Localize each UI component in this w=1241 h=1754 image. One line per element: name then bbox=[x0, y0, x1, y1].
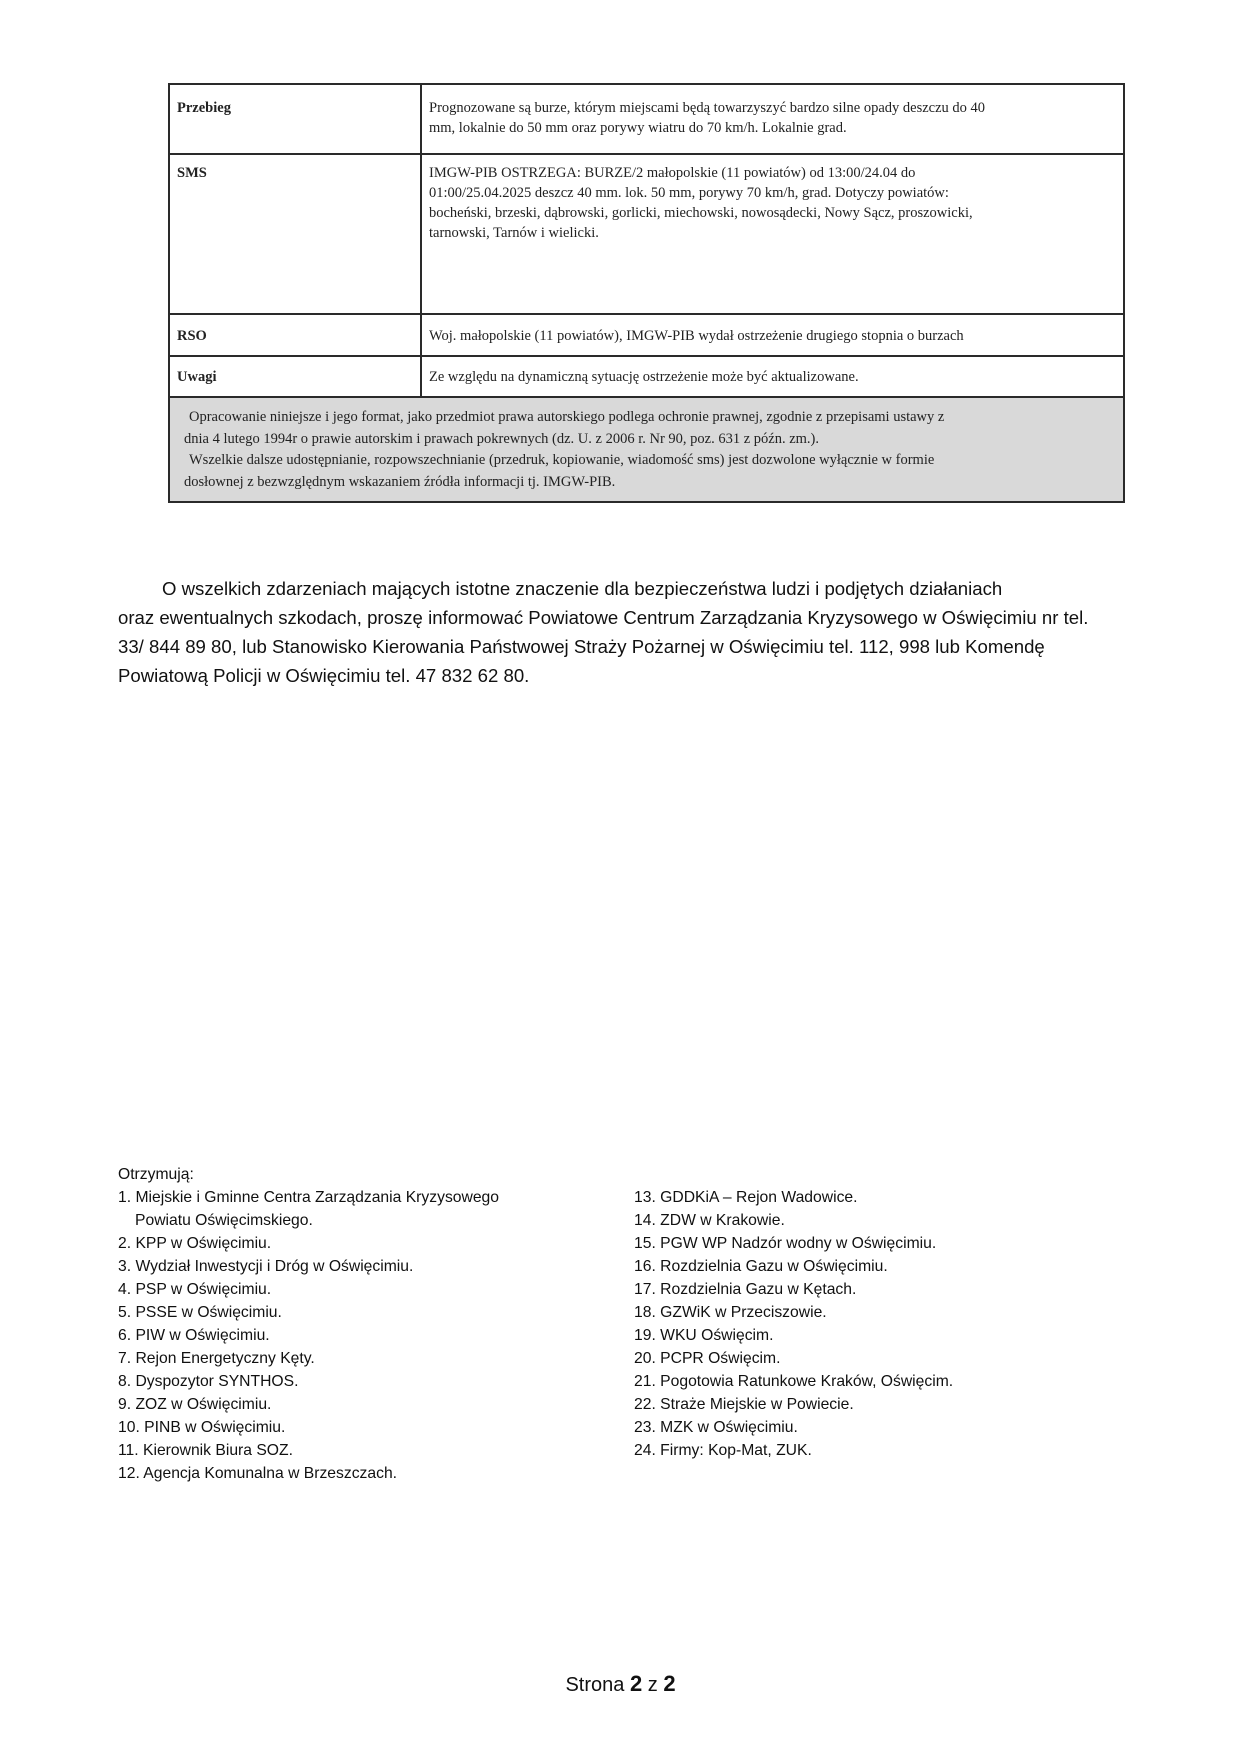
row-key: SMS bbox=[169, 154, 421, 314]
list-item: 22. Straże Miejskie w Powiecie. bbox=[634, 1396, 854, 1413]
row-value bbox=[421, 154, 1124, 314]
page-label: Strona bbox=[565, 1674, 625, 1696]
list-item: 16. Rozdzielnia Gazu w Oświęcimiu. bbox=[634, 1258, 888, 1275]
paragraph-line: 33/ 844 89 80, lub Stanowisko Kierowania Państwowej Straży Pożarnej w Oświęcimiu tel. 112, 998 lub Komendę bbox=[118, 636, 1045, 657]
warning-table bbox=[168, 83, 1125, 503]
recipients-section bbox=[118, 1163, 1118, 1485]
recipients-list-left bbox=[118, 1186, 634, 1485]
list-item: 18. GZWiK w Przeciszowie. bbox=[634, 1304, 827, 1321]
list-item: 2. KPP w Oświęcimiu. bbox=[118, 1235, 272, 1252]
recipients-list-right bbox=[634, 1186, 1084, 1485]
current-page: 2 bbox=[629, 1671, 643, 1696]
list-item: 4. PSP w Oświęcimiu. bbox=[118, 1281, 272, 1298]
recipients-columns bbox=[118, 1186, 1118, 1485]
list-item: 19. WKU Oświęcim. bbox=[634, 1327, 774, 1344]
row-value bbox=[421, 314, 1124, 356]
list-item: 9. ZOZ w Oświęcimiu. bbox=[118, 1396, 272, 1413]
value-line: tarnowski, Tarnów i wielicki. bbox=[429, 225, 599, 241]
recipients-title: Otrzymują: bbox=[118, 1166, 194, 1183]
value-line: Woj. małopolskie (11 powiatów), IMGW-PIB wydał ostrzeżenie drugiego stopnia o burzach bbox=[429, 328, 964, 344]
list-item: 23. MZK w Oświęcimiu. bbox=[634, 1419, 798, 1436]
list-item: 5. PSSE w Oświęcimiu. bbox=[118, 1304, 282, 1321]
value-line: mm, lokalnie do 50 mm oraz porywy wiatru do 70 km/h. Lokalnie grad. bbox=[429, 120, 847, 136]
list-item: 6. PIW w Oświęcimiu. bbox=[118, 1327, 270, 1344]
list-item: 8. Dyspozytor SYNTHOS. bbox=[118, 1373, 299, 1390]
value-line: 01:00/25.04.2025 deszcz 40 mm. lok. 50 mm, porywy 70 km/h, grad. Dotyczy powiatów: bbox=[429, 185, 949, 201]
value-line: Ze względu na dynamiczną sytuację ostrzeżenie może być aktualizowane. bbox=[429, 369, 859, 385]
contact-paragraph bbox=[118, 574, 1128, 690]
row-key: Przebieg bbox=[169, 84, 421, 154]
row-value bbox=[421, 356, 1124, 397]
list-item: 11. Kierownik Biura SOZ. bbox=[118, 1442, 293, 1459]
copyright-notice-row bbox=[169, 397, 1124, 502]
table-row-sms bbox=[169, 154, 1124, 314]
list-item-text: 1. Miejskie i Gminne Centra Zarządzania Kryzysowego bbox=[118, 1189, 500, 1206]
table-row-rso bbox=[169, 314, 1124, 356]
list-item: 17. Rozdzielnia Gazu w Kętach. bbox=[634, 1281, 857, 1298]
paragraph-line: O wszelkich zdarzeniach mających istotne znaczenie dla bezpieczeństwa ludzi i podjętych działaniach bbox=[162, 578, 1003, 599]
list-item bbox=[118, 1186, 634, 1232]
list-item: 3. Wydział Inwestycji i Dróg w Oświęcimiu. bbox=[118, 1258, 414, 1275]
page-separator: z bbox=[647, 1674, 658, 1696]
list-item: 10. PINB w Oświęcimiu. bbox=[118, 1419, 286, 1436]
row-key: RSO bbox=[169, 314, 421, 356]
list-item: 20. PCPR Oświęcim. bbox=[634, 1350, 781, 1367]
list-item: 15. PGW WP Nadzór wodny w Oświęcimiu. bbox=[634, 1235, 937, 1252]
list-item: 24. Firmy: Kop-Mat, ZUK. bbox=[634, 1442, 812, 1459]
copyright-notice bbox=[169, 397, 1124, 502]
table-row-uwagi bbox=[169, 356, 1124, 397]
row-key: Uwagi bbox=[169, 356, 421, 397]
notice-line: Opracowanie niniejsze i jego format, jako przedmiot prawa autorskiego podlega ochronie prawnej, zgodnie z przepisami ustawy z bbox=[189, 409, 945, 425]
notice-line: Wszelkie dalsze udostępnianie, rozpowszechnianie (przedruk, kopiowanie, wiadomość sms) jest dozwolone wyłącznie w formie bbox=[189, 452, 935, 468]
row-value bbox=[421, 84, 1124, 154]
paragraph-line: Powiatową Policji w Oświęcimiu tel. 47 832 62 80. bbox=[118, 665, 530, 686]
notice-line: dnia 4 lutego 1994r o prawie autorskim i prawach pokrewnych (dz. U. z 2006 r. Nr 90, poz. 631 z późn. zm.). bbox=[184, 430, 820, 447]
paragraph-line: oraz ewentualnych szkodach, proszę informować Powiatowe Centrum Zarządzania Kryzysowego w Oświęcimiu nr tel. bbox=[118, 607, 1089, 628]
page-number-footer bbox=[0, 1671, 1241, 1697]
table-row-przebieg bbox=[169, 84, 1124, 154]
value-line: Prognozowane są burze, którym miejscami będą towarzyszyć bardzo silne opady deszczu do 40 bbox=[429, 100, 986, 116]
value-line: IMGW-PIB OSTRZEGA: BURZE/2 małopolskie (11 powiatów) od 13:00/24.04 do bbox=[429, 165, 916, 181]
list-item: 21. Pogotowia Ratunkowe Kraków, Oświęcim. bbox=[634, 1373, 954, 1390]
list-item: 7. Rejon Energetyczny Kęty. bbox=[118, 1350, 315, 1367]
notice-line: dosłownej z bezwzględnym wskazaniem źródła informacji tj. IMGW-PIB. bbox=[184, 473, 616, 490]
total-pages: 2 bbox=[663, 1671, 676, 1696]
list-item: 12. Agencja Komunalna w Brzeszczach. bbox=[118, 1465, 398, 1482]
list-item: 14. ZDW w Krakowie. bbox=[634, 1212, 785, 1229]
list-item: 13. GDDKiA – Rejon Wadowice. bbox=[634, 1189, 858, 1206]
value-line: bocheński, brzeski, dąbrowski, gorlicki, miechowski, nowosądecki, Nowy Sącz, proszowicki, bbox=[429, 205, 973, 221]
list-item-continuation: Powiatu Oświęcimskiego. bbox=[135, 1212, 313, 1229]
